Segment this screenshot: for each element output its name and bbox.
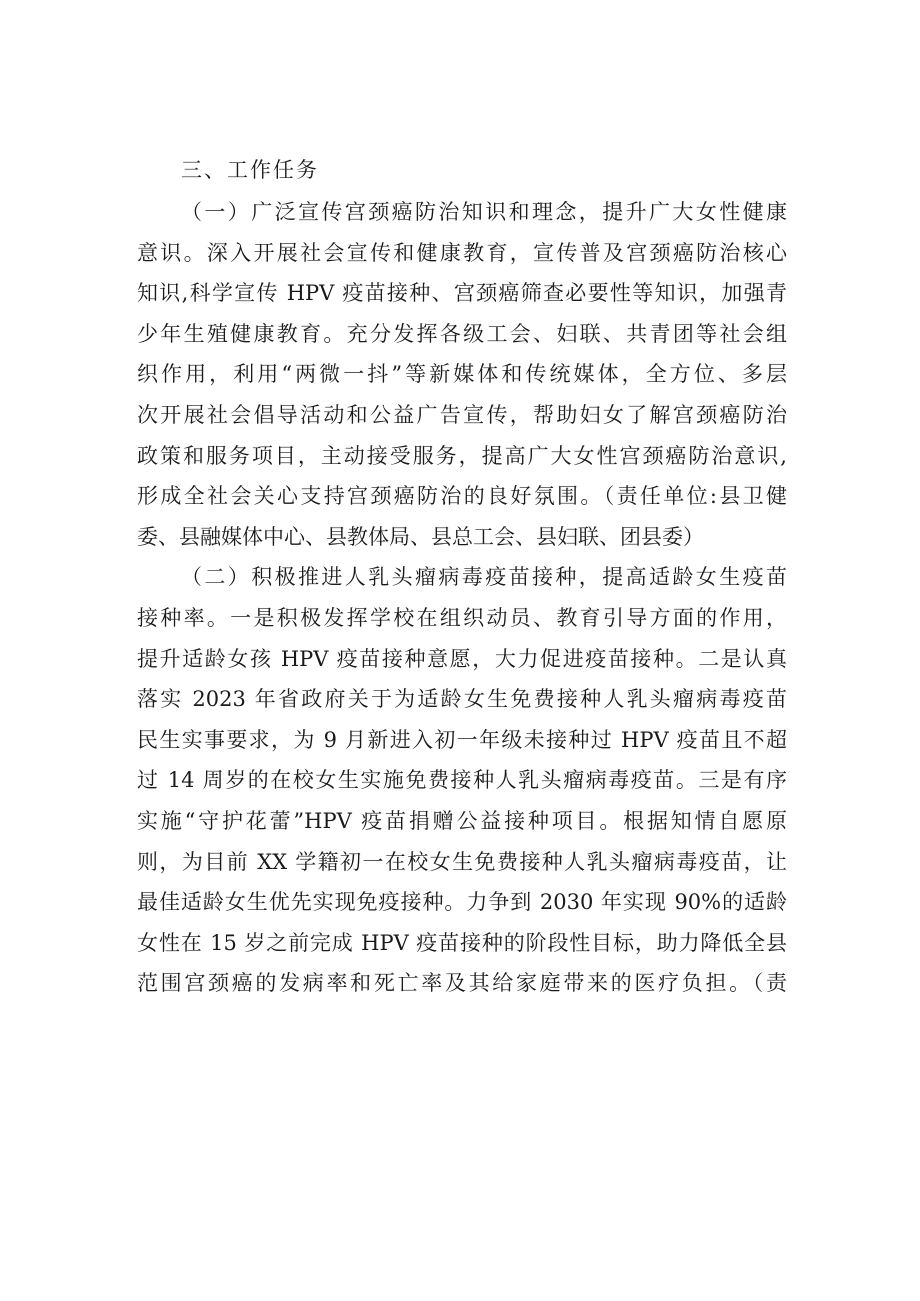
paragraph-line: 意识。深入开展社会宣传和健康教育，宣传普及宫颈癌防治核心 [137,240,787,265]
document-body [137,148,787,1004]
paragraph-vaccination [137,557,787,1004]
paragraph-line: 实施“守护花蕾”HPV 疫苗捐赠公益接种项目。根据知情自愿原 [137,808,787,833]
paragraph-line: 次开展社会倡导活动和公益广告宣传，帮助妇女了解宫颈癌防治 [137,402,787,427]
paragraph-line: 落实 2023 年省政府关于为适龄女生免费接种人乳头瘤病毒疫苗 [137,687,787,712]
paragraph-line: 少年生殖健康教育。充分发挥各级工会、妇联、共青团等社会组 [137,321,787,346]
paragraph-line: 提升适龄女孩 HPV 疫苗接种意愿，大力促进疫苗接种。二是认真 [137,646,787,671]
paragraph-line: 过 14 周岁的在校女生实施免费接种人乳头瘤病毒疫苗。三是有序 [137,768,787,793]
paragraph-line: 女性在 15 岁之前完成 HPV 疫苗接种的阶段性目标，助力降低全县 [137,930,787,955]
paragraph-line: 织作用，利用“两微一抖”等新媒体和传统媒体，全方位、多层 [137,362,787,387]
paragraph-line: 政策和服务项目，主动接受服务，提高广大女性宫颈癌防治意识, [137,443,787,468]
paragraph-line: 接种率。一是积极发挥学校在组织动员、教育引导方面的作用， [137,605,787,630]
paragraph-line: 范围宫颈癌的发病率和死亡率及其给家庭带来的医疗负担。（责 [137,971,787,996]
paragraph-line: （二）积极推进人乳头瘤病毒疫苗接种，提高适龄女生疫苗 [181,565,787,590]
paragraph-line: 最佳适龄女生优先实现免疫接种。力争到 2030 年实现 90%的适龄 [137,890,787,915]
paragraph-line: 则，为目前 XX 学籍初一在校女生免费接种人乳头瘤病毒疫苗，让 [137,849,787,874]
paragraph-line: 知识,科学宣传 HPV 疫苗接种、宫颈癌筛查必要性等知识，加强青 [137,281,787,306]
paragraph-line: 民生实事要求，为 9 月新进入初一年级未接种过 HPV 疫苗且不超 [137,727,787,752]
section-heading: 三、工作任务 [181,158,319,182]
paragraph-publicity [137,192,787,557]
paragraph-line: 形成全社会关心支持宫颈癌防治的良好氛围。（责任单位:县卫健 [137,484,787,509]
paragraph-line: （一）广泛宣传宫颈癌防治知识和理念，提升广大女性健康 [181,200,787,224]
paragraph-line: 委、县融媒体中心、县教体局、县总工会、县妇联、团县委） [137,524,704,549]
